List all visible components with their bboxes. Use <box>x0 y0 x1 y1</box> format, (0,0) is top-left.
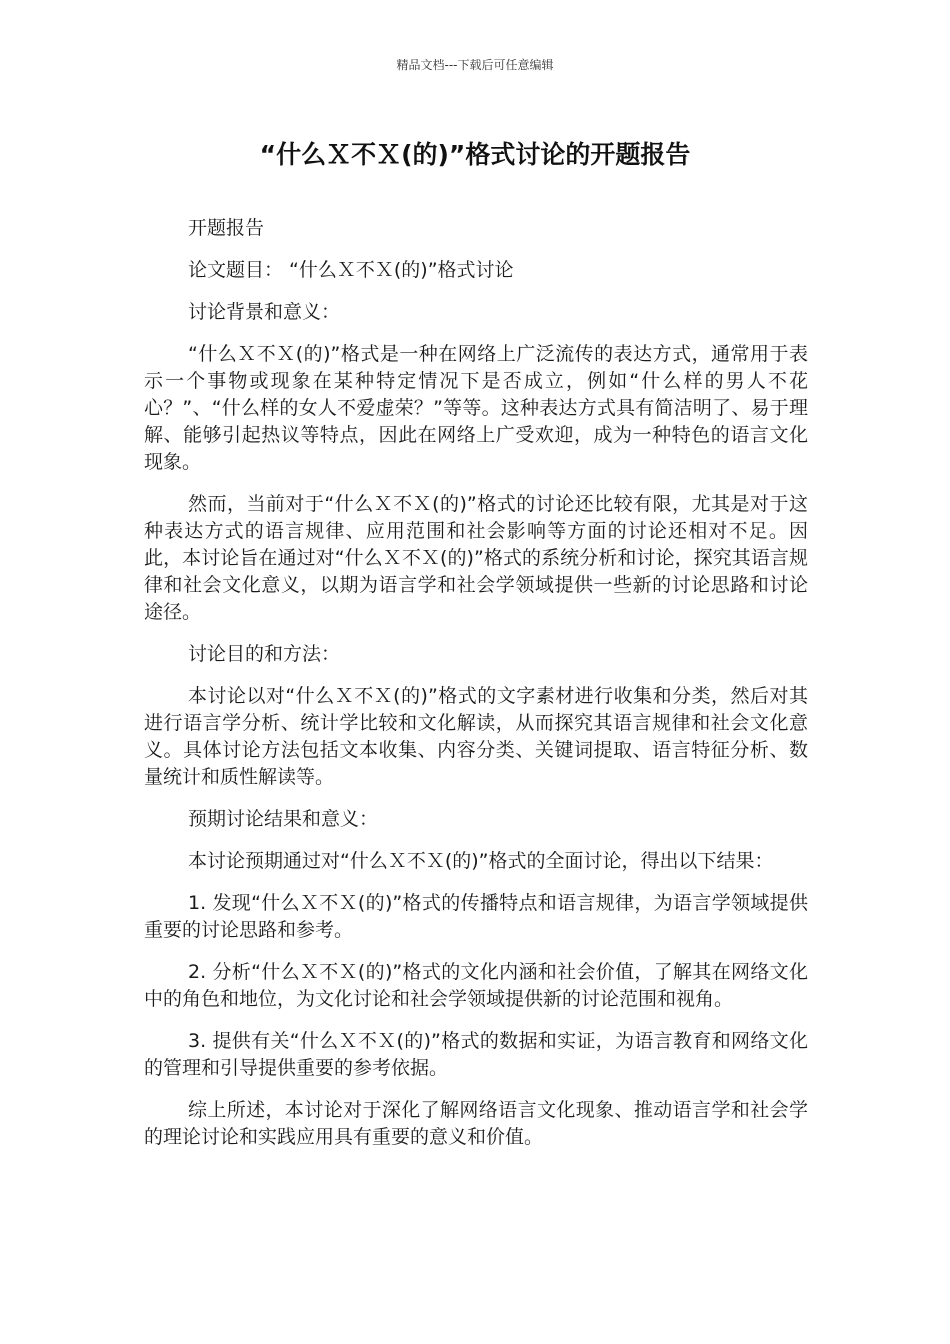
paragraph-expected-intro: 本讨论预期通过对“什么Ｘ不Ｘ(的)”格式的全面讨论，得出以下结果： <box>188 850 774 872</box>
paragraph-thesis-title: 论文题目： “什么Ｘ不Ｘ(的)”格式讨论 <box>188 259 514 281</box>
paragraph-background-2: 然而，当前对于“什么Ｘ不Ｘ(的)”格式的讨论还比较有限，尤其是对于这种表达方式的语言规律、应用范围和社会影响等方面的讨论还相对不足。因此，本讨论旨在通过对“什么Ｘ不Ｘ(的)”格式的系统分析和讨论，探究其语言规律和社会文化意义，以期为语言学和社会学领域提供一些新的讨论思路和讨论途径。 <box>144 493 808 623</box>
paragraph-expected-item-1: 1. 发现“什么Ｘ不Ｘ(的)”格式的传播特点和语言规律，为语言学领域提供重要的讨论思路和参考。 <box>144 892 808 941</box>
paragraph-expected-item-2: 2. 分析“什么Ｘ不Ｘ(的)”格式的文化内涵和社会价值，了解其在网络文化中的角色和地位，为文化讨论和社会学领域提供新的讨论范围和视角。 <box>144 961 808 1010</box>
paragraph-heading-expected: 预期讨论结果和意义： <box>188 808 379 830</box>
paragraph-expected-item-3: 3. 提供有关“什么Ｘ不Ｘ(的)”格式的数据和实证，为语言教育和网络文化的管理和引导提供重要的参考依据。 <box>144 1030 808 1079</box>
paragraph-heading-report: 开题报告 <box>188 217 265 239</box>
paragraph-heading-purpose: 讨论目的和方法： <box>188 643 341 665</box>
paragraph-conclusion: 综上所述，本讨论对于深化了解网络语言文化现象、推动语言学和社会学的理论讨论和实践应用具有重要的意义和价值。 <box>144 1099 808 1148</box>
paragraph-background-1: “什么Ｘ不Ｘ(的)”格式是一种在网络上广泛流传的表达方式，通常用于表示一个事物或现象在某种特定情况下是否成立，例如“什么样的男人不花心？”、“什么样的女人不爱虚荣？”等等。这种表达方式具有简洁明了、易于理解、能够引起热议等特点，因此在网络上广受欢迎，成为一种特色的语言文化现象。 <box>144 343 808 473</box>
paragraph-heading-background: 讨论背景和意义： <box>188 301 341 323</box>
page-header: 精品文档---下载后可任意编辑 <box>396 58 554 72</box>
document-title: “什么Ｘ不Ｘ(的)”格式讨论的开题报告 <box>259 140 691 169</box>
paragraph-purpose: 本讨论以对“什么Ｘ不Ｘ(的)”格式的文字素材进行收集和分类，然后对其进行语言学分析、统计学比较和文化解读，从而探究其语言规律和社会文化意义。具体讨论方法包括文本收集、内容分类、关键词提取、语言特征分析、数量统计和质性解读等。 <box>144 685 808 788</box>
document-body <box>144 215 808 1166</box>
